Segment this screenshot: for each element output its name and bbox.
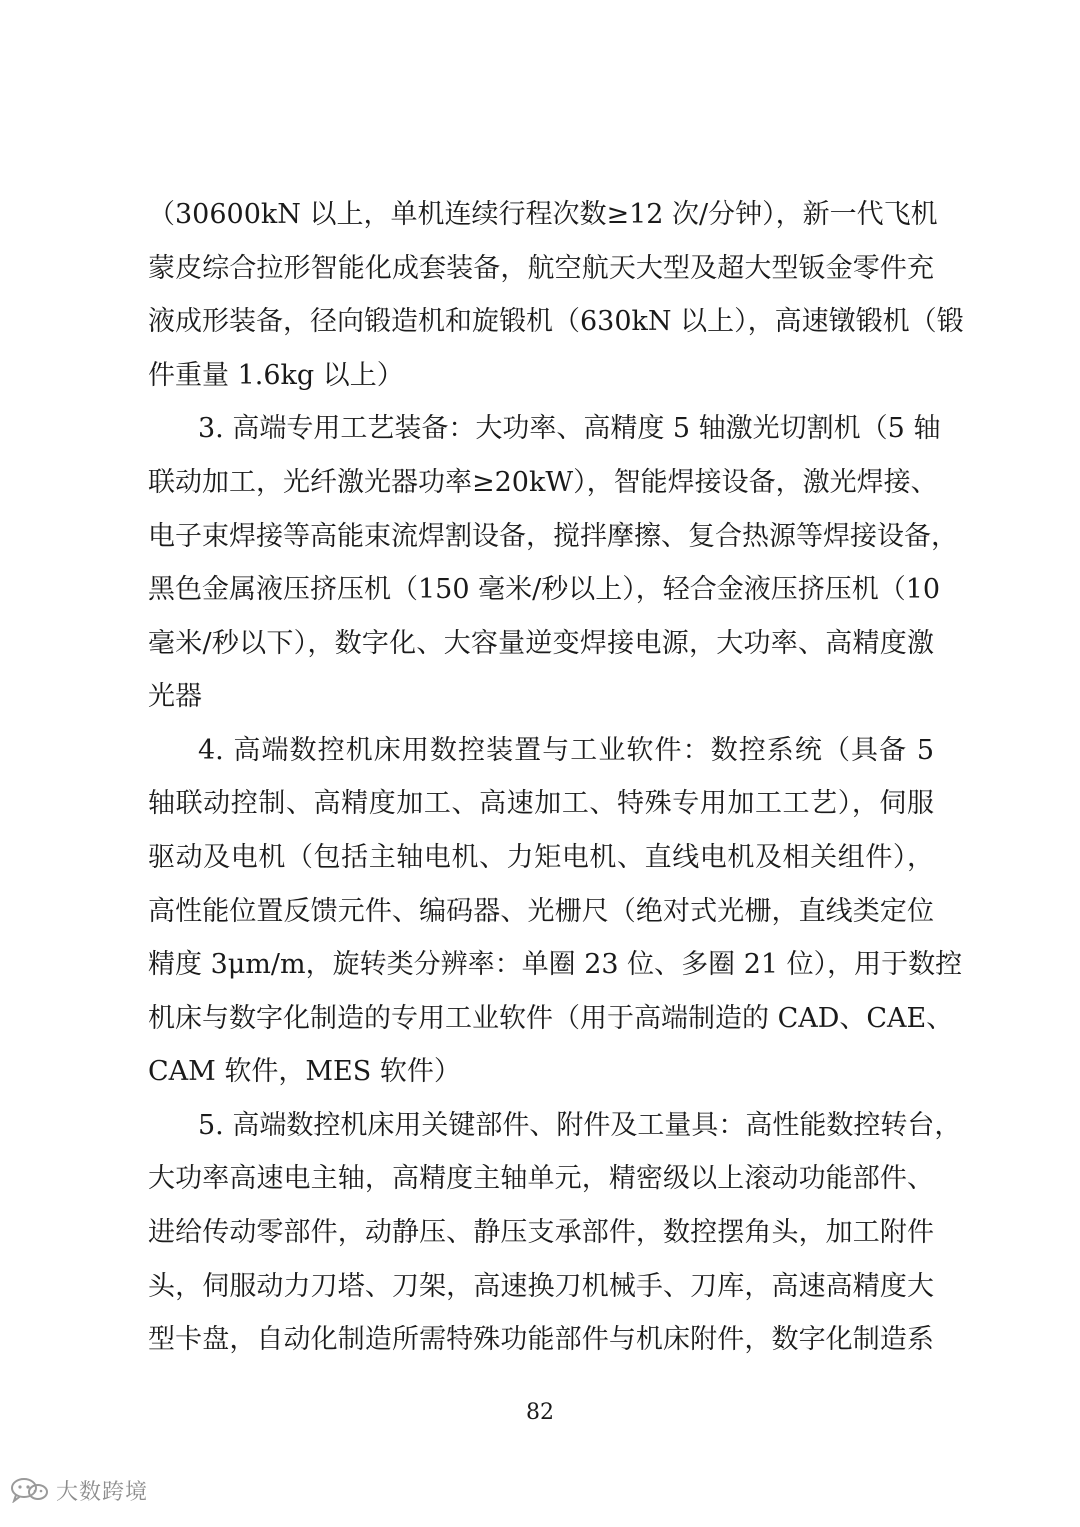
text-line: 3. 高端专用工艺装备：大功率、高精度 5 轴激光切割机（5 轴 xyxy=(198,413,941,444)
text-line: 蒙皮综合拉形智能化成套装备，航空航天大型及超大型钣金零件充 xyxy=(148,253,934,284)
text-line: 轴联动控制、高精度加工、高速加工、特殊专用加工工艺），伺服 xyxy=(148,788,934,819)
text-line: 进给传动零部件，动静压、静压支承部件，数控摆角头，加工附件 xyxy=(148,1217,934,1248)
text-line: 毫米/秒以下），数字化、大容量逆变焊接电源，大功率、高精度激 xyxy=(148,628,934,659)
text-line: 液成形装备，径向锻造机和旋锻机（630kN 以上），高速镦锻机（锻 xyxy=(148,306,964,337)
text-line: 电子束焊接等高能束流焊割设备，搅拌摩擦、复合热源等焊接设备， xyxy=(148,521,958,552)
wechat-logo-icon xyxy=(10,1477,50,1503)
text-line: 高性能位置反馈元件、编码器、光栅尺（绝对式光栅，直线类定位 xyxy=(148,896,934,927)
text-line: 机床与数字化制造的专用工业软件（用于高端制造的 CAD、CAE、 xyxy=(148,1003,954,1034)
text-line: 黑色金属液压挤压机（150 毫米/秒以上），轻合金液压挤压机（10 xyxy=(148,574,941,605)
page-number: 82 xyxy=(526,1400,554,1425)
text-line: 光器 xyxy=(148,681,202,712)
text-line: 件重量 1.6kg 以上） xyxy=(148,360,404,391)
text-line: 头，伺服动力刀塔、刀架，高速换刀机械手、刀库，高速高精度大 xyxy=(148,1271,934,1302)
text-line: 4. 高端数控机床用数控装置与工业软件：数控系统（具备 5 xyxy=(198,735,934,766)
text-line: 联动加工，光纤激光器功率≥20kW），智能焊接设备，激光焊接、 xyxy=(148,467,938,498)
text-line: 精度 3μm/m，旋转类分辨率：单圈 23 位、多圈 21 位），用于数控 xyxy=(148,949,963,980)
text-line: 型卡盘，自动化制造所需特殊功能部件与机床附件，数字化制造系 xyxy=(148,1324,934,1355)
text-line: 大功率高速电主轴，高精度主轴单元，精密级以上滚动功能部件、 xyxy=(148,1163,934,1194)
text-line: 驱动及电机（包括主轴电机、力矩电机、直线电机及相关组件）， xyxy=(148,842,934,873)
text-line: CAM 软件，MES 软件） xyxy=(148,1056,461,1087)
text-line: 5. 高端数控机床用关键部件、附件及工量具：高性能数控转台， xyxy=(198,1110,962,1141)
watermark xyxy=(10,1470,148,1510)
watermark-text: 大数跨境 xyxy=(56,1479,149,1505)
text-line: （30600kN 以上，单机连续行程次数≥12 次/分钟），新一代飞机 xyxy=(148,199,938,230)
